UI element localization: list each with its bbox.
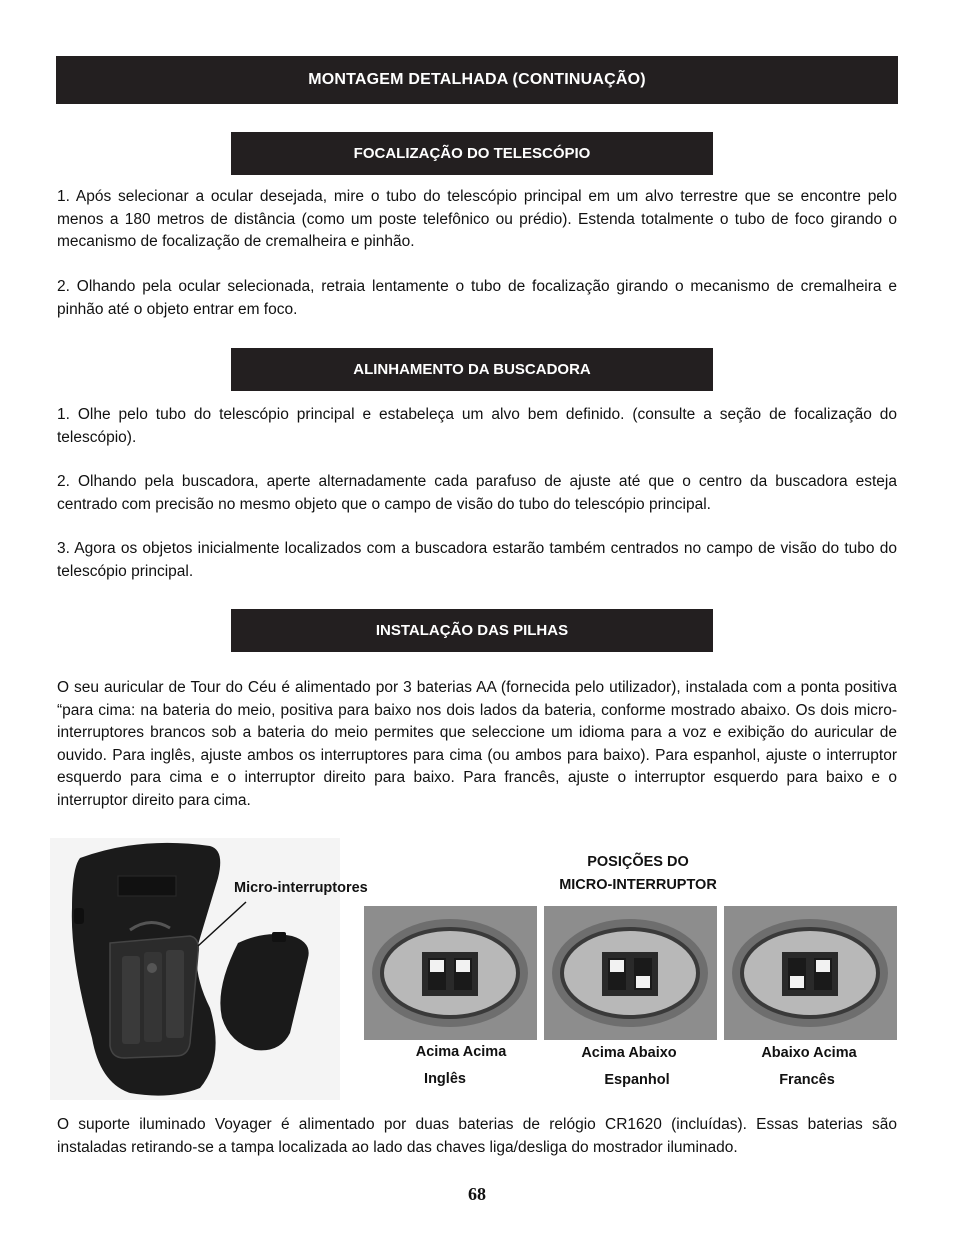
- caption-espanhol-switches: Acima Abaixo: [581, 1045, 677, 1061]
- alinhamento-step-3: 3. Agora os objetos inicialmente localizados com a buscadora estarão também centrados no campo de visão do tubo do telescópio principal.: [57, 540, 897, 580]
- eyepiece-device-illustration: [50, 838, 340, 1100]
- caption-ingles-language: Inglês: [424, 1071, 466, 1087]
- section-header-alinhamento: ALINHAMENTO DA BUSCADORA: [231, 348, 713, 391]
- section-header-pilhas: INSTALAÇÃO DAS PILHAS: [231, 609, 713, 652]
- main-header: MONTAGEM DETALHADA (CONTINUAÇÃO): [56, 56, 898, 104]
- positions-title-line2: MICRO-INTERRUPTOR: [559, 877, 717, 893]
- positions-title-line1: POSIÇÕES DO: [587, 854, 689, 870]
- micro-interruptores-label: Micro-interruptores: [234, 880, 368, 896]
- focalizacao-step-2: 2. Olhando pela ocular selecionada, retraia lentamente o tubo de focalização girando o mecanismo de cremalheira e pinhão até o objeto entrar em foco.: [57, 278, 897, 318]
- section-header-focalizacao: FOCALIZAÇÃO DO TELESCÓPIO: [231, 132, 713, 175]
- switch-photo-frances: [724, 906, 897, 1040]
- focalizacao-step-1: 1. Após selecionar a ocular desejada, mire o tubo do telescópio principal em um alvo terrestre que se encontre pelo menos a 180 metros de distância (como um poste telefônico ou prédio). Estenda totalmente o tubo de foco girando o mecanismo de focalização de cremalheira e pinhão.: [57, 188, 897, 250]
- alinhamento-step-1: 1. Olhe pelo tubo do telescópio principal e estabeleça um alvo bem definido. (consulte a seção de focalização do telescópio).: [57, 406, 897, 446]
- closing-paragraph: O suporte iluminado Voyager é alimentado por duas baterias de relógio CR1620 (incluídas). Essas baterias são instaladas retirando-se a tampa localizada ao lado das chaves liga/desliga do mostrador iluminado.: [57, 1116, 897, 1156]
- page-number: 68: [468, 1184, 486, 1204]
- switch-photo-espanhol: [544, 906, 717, 1040]
- switch-photo-ingles: [364, 906, 537, 1040]
- caption-frances-switches: Abaixo Acima: [761, 1045, 857, 1061]
- caption-espanhol-language: Espanhol: [604, 1072, 670, 1088]
- alinhamento-step-2: 2. Olhando pela buscadora, aperte alternadamente cada parafuso de ajuste até que o centro da buscadora esteja centrado com precisão no mesmo objeto que o campo de visão do tubo do telescópio principal.: [57, 473, 897, 513]
- caption-ingles-switches: Acima Acima: [415, 1044, 507, 1060]
- pilhas-paragraph: O seu auricular de Tour do Céu é alimentado por 3 baterias AA (fornecida pelo utilizador), instalada com a ponta positiva “para cima: na bateria do meio, positiva para baixo nos dois lados da bateria, conforme mostrado abaixo. Os dois micro-interruptores brancos sob a bateria do meio permites que seleccione um idioma para a voz e exibição do auricular de ouvido. Para inglês, ajuste ambos os interruptores para cima (ou ambos para baixo). Para espanhol, ajuste o interruptor esquerdo para cima e o interruptor direito para baixo. Para francês, ajuste o interruptor esquerdo para baixo e o interruptor direito para cima.: [57, 679, 897, 809]
- battery-figure: [50, 838, 900, 1100]
- caption-frances-language: Francês: [779, 1072, 835, 1088]
